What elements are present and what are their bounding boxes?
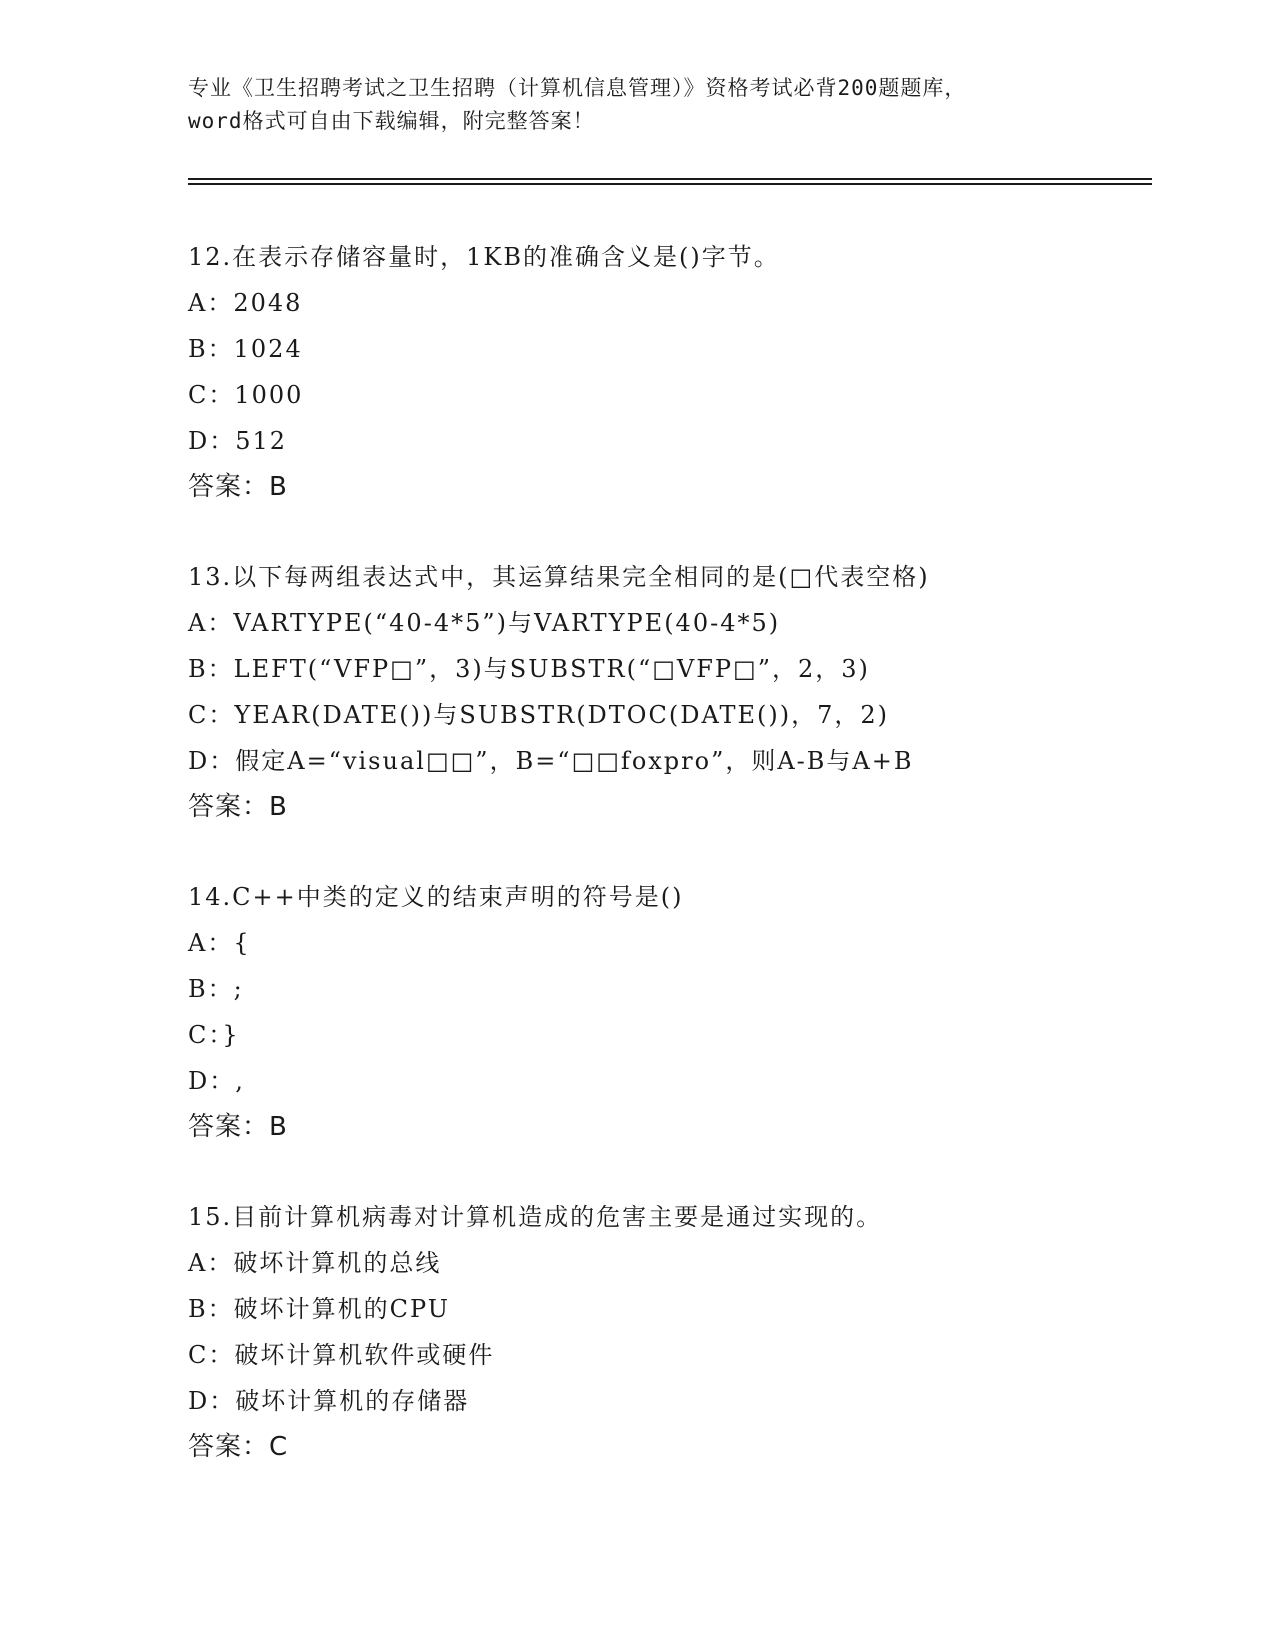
option-c: C：破坏计算机软件或硬件 xyxy=(188,1341,495,1369)
answer: 答案：B xyxy=(188,792,288,822)
option-b: B：; xyxy=(188,975,244,1003)
option-d: D：假定A=“visual□□”，B=“□□foxpro”，则A-B与A+B xyxy=(188,747,914,775)
question-stem: 12.在表示存储容量时，1KB的准确含义是()字节。 xyxy=(188,243,780,271)
option-d: D：, xyxy=(188,1067,245,1095)
question-stem: 13.以下每两组表达式中，其运算结果完全相同的是(□代表空格) xyxy=(188,563,930,591)
option-c: C：YEAR(DATE())与SUBSTR(DTOC(DATE())，7，2) xyxy=(188,701,889,729)
question-14 xyxy=(188,874,1168,1150)
answer: 答案：C xyxy=(188,1432,289,1462)
question-15 xyxy=(188,1194,1168,1470)
option-a: A：破坏计算机的总线 xyxy=(188,1249,442,1277)
option-b: B：1024 xyxy=(188,335,303,363)
header-line-2: word格式可自由下载编辑，附完整答案！ xyxy=(188,109,595,133)
header-line-1: 专业《卫生招聘考试之卫生招聘（计算机信息管理）》资格考试必背200题题库， xyxy=(188,76,967,100)
header-divider-bottom xyxy=(188,183,1152,185)
option-a: A：{ xyxy=(188,929,251,957)
answer: 答案：B xyxy=(188,1112,288,1142)
question-stem: 15.目前计算机病毒对计算机造成的危害主要是通过实现的。 xyxy=(188,1203,883,1231)
option-a: A：VARTYPE(“40-4*5”)与VARTYPE(40-4*5) xyxy=(188,609,781,637)
question-stem: 14.C++中类的定义的结束声明的符号是() xyxy=(188,883,684,911)
question-13 xyxy=(188,554,1168,830)
option-c: C：1000 xyxy=(188,381,304,409)
option-d: D：512 xyxy=(188,427,288,455)
header-divider-top xyxy=(188,178,1152,180)
option-b: B：破坏计算机的CPU xyxy=(188,1295,450,1323)
option-b: B：LEFT(“VFP□”，3)与SUBSTR(“□VFP□”，2，3) xyxy=(188,655,870,683)
option-c: C：} xyxy=(188,1021,240,1049)
option-a: A：2048 xyxy=(188,289,303,317)
option-d: D：破坏计算机的存储器 xyxy=(188,1387,470,1415)
document-header xyxy=(188,72,1088,138)
question-12 xyxy=(188,234,1168,510)
answer: 答案：B xyxy=(188,472,288,502)
